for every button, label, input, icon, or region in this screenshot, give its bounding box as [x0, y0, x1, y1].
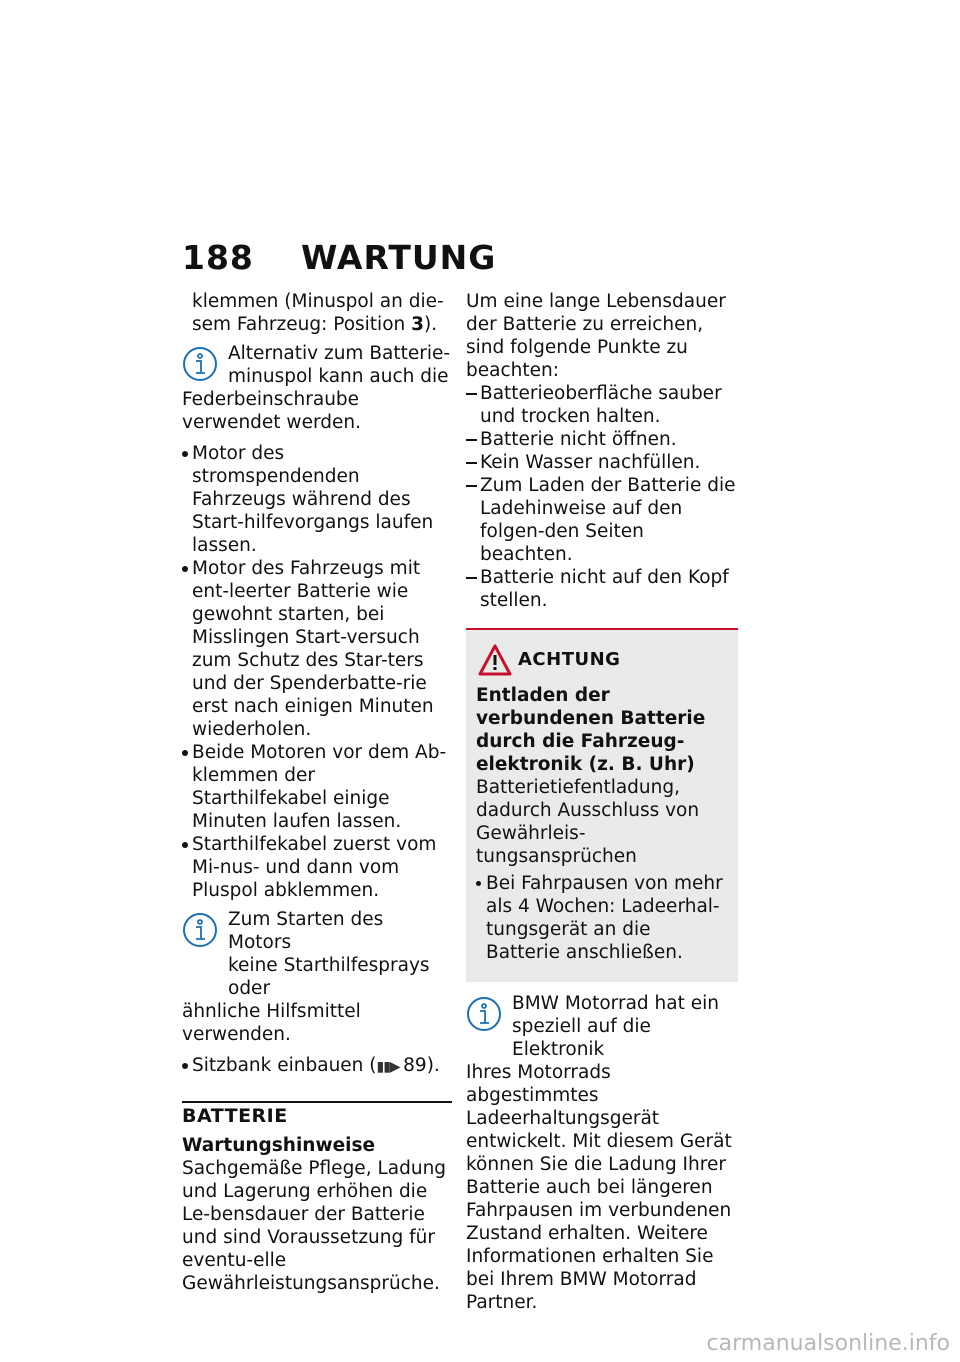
list-item: Batterieoberfläche sauber und trocken halten. — [466, 382, 738, 428]
info-note-1-line-2: minuspol kann auch die — [228, 366, 449, 387]
info-icon — [466, 996, 502, 1032]
list-item: Zum Laden der Batterie die Ladehinweise auf den folgen-den Seiten beachten. — [466, 474, 738, 566]
info-icon — [182, 346, 218, 382]
info-icon — [182, 912, 218, 948]
info-note-1-line-1: Alternativ zum Batterie- — [228, 343, 451, 364]
warning-box — [466, 628, 738, 982]
intro-line-1: klemmen (Minuspol an die- — [192, 291, 444, 312]
page-number: 188 — [182, 238, 254, 277]
seat-install-text: Sitzbank einbauen ( — [192, 1055, 377, 1076]
warning-list — [476, 872, 728, 964]
list-item: Batterie nicht öffnen. — [466, 428, 738, 451]
position-number: 3 — [411, 314, 424, 335]
intro-tail: ). — [424, 314, 438, 335]
warning-triangle-icon — [478, 644, 512, 676]
info-note-3-rest: Ihres Motorrads abgestimmtes Ladeerhaltungsgerät entwickelt. Mit diesem Gerät können Sie die Ladung Ihrer Batterie auch bei längeren Fahrpausen im verbundenen Zustand erhalten. Weitere Informationen erhalten Sie bei Ihrem BMW Motorrad Partner. — [466, 1062, 732, 1313]
list-item — [182, 1054, 452, 1079]
info-note-1 — [182, 342, 452, 434]
info-note-3-line-1: BMW Motorrad hat ein — [512, 993, 719, 1014]
info-note-3 — [466, 992, 738, 1314]
info-note-1-rest: Federbeinschraube verwendet werden. — [182, 389, 361, 433]
watermark: carmanualsonline.info — [706, 1331, 950, 1356]
page-reference-link[interactable]: 89 — [403, 1055, 427, 1076]
list-item: Beide Motoren vor dem Ab-klemmen der Starthilfekabel einige Minuten laufen lassen. — [182, 741, 452, 833]
battery-intro: Um eine lange Lebensdauer der Batterie zu erreichen, sind folgende Punkte zu beachten: — [466, 291, 726, 381]
subsection-title: Wartungshinweise — [182, 1135, 376, 1156]
section-paragraph: Sachgemäße Pflege, Ladung und Lagerung erhöhen die Le-bensdauer der Batterie und sind Voraussetzung für eventu-elle Gewährleistungsansprüche. — [182, 1158, 447, 1294]
list-item: Starthilfekabel zuerst vom Mi-nus- und dann vom Pluspol abklemmen. — [182, 833, 452, 902]
warning-title: Entladen der verbundenen Batterie durch die Fahrzeug-elektronik (z. B. Uhr) — [476, 685, 706, 775]
chapter-title: WARTUNG — [300, 238, 497, 277]
info-note-2 — [182, 908, 452, 1046]
list-item: Motor des Fahrzeugs mit ent-leerter Batterie wie gewohnt starten, bei Misslingen Start-versuch zum Schutz des Star-ters und der Spenderbatte-rie erst nach einigen Minuten wiederholen. — [182, 557, 452, 741]
info-note-3-line-2: speziell auf die Elektronik — [512, 1016, 651, 1060]
page-reference-arrow-icon: ▮▮▶ — [376, 1059, 404, 1075]
list-item: Batterie nicht auf den Kopf stellen. — [466, 566, 738, 612]
page-header — [182, 238, 496, 277]
instruction-list — [182, 442, 452, 902]
info-note-2-rest: ähnliche Hilfsmittel verwenden. — [182, 1001, 361, 1045]
right-column — [466, 290, 738, 1322]
warning-header — [476, 642, 728, 678]
section-title: BATTERIE — [182, 1105, 288, 1127]
list-item: Bei Fahrpausen von mehr als 4 Wochen: Ladeerhal-tungsgerät an die Batterie anschließen. — [476, 872, 728, 964]
list-item: Kein Wasser nachfüllen. — [466, 451, 738, 474]
warning-text: Batterietiefentladung, dadurch Ausschluss von Gewährleis-tungsansprüchen — [476, 777, 700, 867]
instruction-list-2 — [182, 1054, 452, 1079]
intro-text — [182, 290, 452, 336]
section-divider — [182, 1101, 452, 1128]
info-note-2-line-1: Zum Starten des Motors — [228, 909, 384, 953]
warning-label: ACHTUNG — [518, 649, 621, 670]
intro-line-2: sem Fahrzeug: Position — [192, 314, 412, 335]
info-note-2-line-2: keine Starthilfesprays oder — [228, 955, 430, 999]
list-item: Motor des stromspendenden Fahrzeugs während des Start-hilfevorgangs laufen lassen. — [182, 442, 452, 557]
seat-install-tail: ). — [426, 1055, 440, 1076]
battery-care-list — [466, 382, 738, 612]
left-column — [182, 290, 452, 1295]
